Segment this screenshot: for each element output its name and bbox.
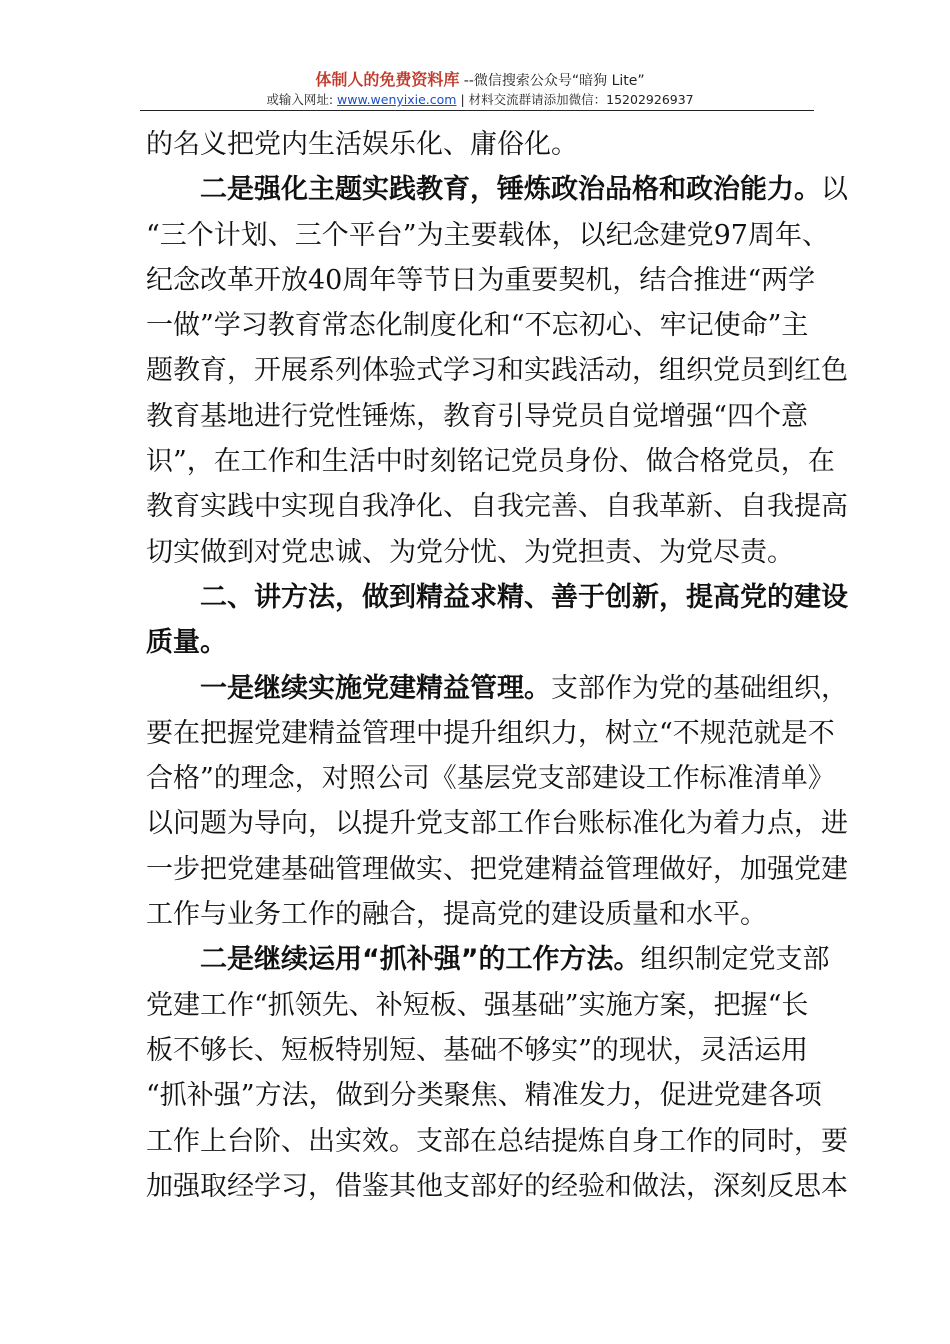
header-url-prefix: 或输入网址: <box>266 92 334 107</box>
paragraph <box>146 167 848 575</box>
text-line: 党建工作“抓领先、补短板、强基础”实施方案，把握“长 <box>146 989 809 1021</box>
paragraph-heading: 二是继续运用“抓补强”的工作方法。 <box>200 944 641 976</box>
text-line: 切实做到对党忠诚、为党分忧、为党担责、为党尽责。 <box>146 536 794 568</box>
page-header <box>146 70 814 109</box>
text-line: 识”，在工作和生活中时刻铭记党员身份、做合格党员，在 <box>146 446 835 478</box>
header-brand: 体制人的免费资料库 <box>315 70 460 89</box>
text-line: “三个计划、三个平台”为主要载体，以纪念建党97周年、 <box>146 219 829 251</box>
text-line <box>146 167 848 212</box>
header-divider <box>140 110 814 111</box>
paragraph-heading: 二是强化主题实践教育，锤炼政治品格和政治能力。 <box>200 174 821 206</box>
text-run: 支部作为党的基础组织， <box>551 672 848 704</box>
text-line: 工作与业务工作的融合，提高党的建设质量和水平。 <box>146 899 767 931</box>
text-line: 的名义把党内生活娱乐化、庸俗化。 <box>146 129 578 160</box>
text-line: 教育实践中实现自我净化、自我完善、自我革新、自我提高 <box>146 491 848 523</box>
text-line: 纪念改革开放40周年等节日为重要契机，结合推进“两学 <box>146 264 816 296</box>
text-line: 以问题为导向，以提升党支部工作台账标准化为着力点，进 <box>146 808 848 840</box>
paragraph <box>146 666 848 938</box>
document-body <box>146 122 848 1209</box>
text-line: 要在把握党建精益管理中提升组织力，树立“不规范就是不 <box>146 717 835 749</box>
header-contact: | 材料交流群请添加微信：15202926937 <box>460 92 694 107</box>
paragraph <box>146 122 808 167</box>
text-line <box>146 937 830 982</box>
text-line: 一步把党建基础管理做实、把党建精益管理做好，加强党建 <box>146 853 848 885</box>
text-line: 一做”学习教育常态化制度化和“不忘初心、牢记使命”主 <box>146 310 809 342</box>
text-line <box>146 666 848 711</box>
header-url-link[interactable]: www.wenyixie.com <box>337 92 457 107</box>
text-line: 题教育，开展系列体验式学习和实践活动，组织党员到红色 <box>146 355 848 387</box>
text-line: “抓补强”方法，做到分类聚焦、精准发力，促进党建各项 <box>146 1080 822 1112</box>
text-line: 加强取经学习，借鉴其他支部好的经验和做法，深刻反思本 <box>146 1170 848 1202</box>
header-contact-line <box>146 91 814 109</box>
text-line: 工作上台阶、出实效。支部在总结提炼自身工作的同时，要 <box>146 1125 848 1157</box>
section-heading <box>146 575 848 666</box>
text-run: 以 <box>821 174 848 206</box>
text-line: 教育基地进行党性锤炼，教育引导党员自觉增强“四个意 <box>146 400 808 432</box>
paragraph <box>146 937 848 1209</box>
paragraph-heading: 一是继续实施党建精益管理。 <box>200 672 551 704</box>
text-line: 合格”的理念，对照公司《基层党支部建设工作标准清单》 <box>146 763 835 795</box>
text-line: 二、讲方法，做到精益求精、善于创新，提高党的建设 <box>200 581 848 613</box>
text-line: 板不够长、短板特别短、基础不够实”的现状，灵活运用 <box>146 1034 808 1066</box>
text-line: 质量。 <box>146 627 227 659</box>
text-run: 组织制定党支部 <box>640 944 830 976</box>
header-title-line <box>146 70 814 91</box>
header-tagline: --微信搜索公众号“暗狗 Lite” <box>463 73 645 89</box>
